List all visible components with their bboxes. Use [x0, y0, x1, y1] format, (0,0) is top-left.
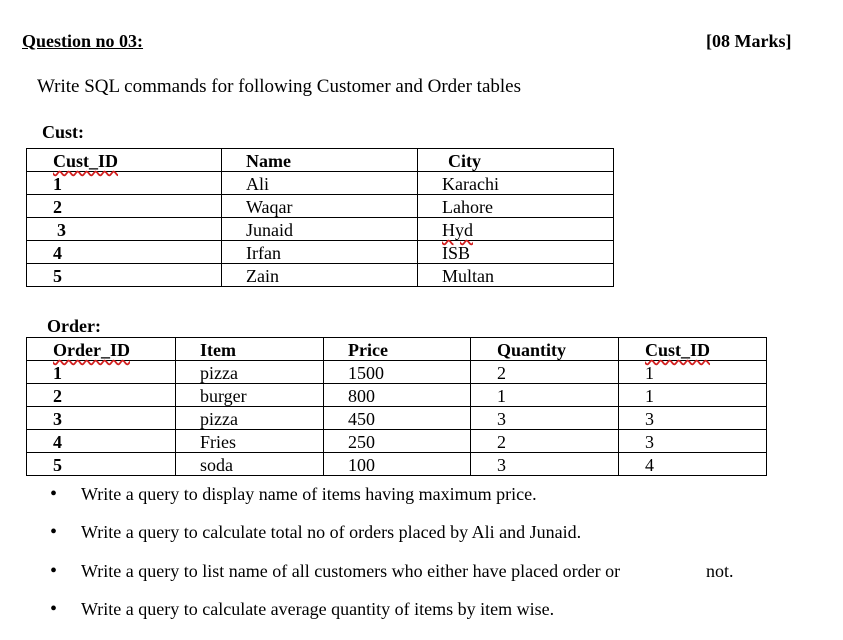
cell: 3: [619, 430, 767, 453]
cell: Lahore: [418, 195, 614, 218]
order-header-cell: Order_ID: [27, 338, 176, 361]
marks-label: [08 Marks]: [706, 31, 792, 51]
cust-header-row: [27, 149, 614, 172]
intro-text: Write SQL commands for following Customer and Order tables: [37, 76, 521, 97]
cell: burger: [176, 384, 324, 407]
table-row: [27, 407, 767, 430]
cell: Fries: [176, 430, 324, 453]
table-row: [27, 172, 614, 195]
cell: 800: [324, 384, 471, 407]
cust-header-cell: City: [418, 149, 614, 172]
cell: 1: [27, 172, 222, 195]
cell: Hyd: [418, 218, 614, 241]
cust-header-cell: Name: [222, 149, 418, 172]
table-row: [27, 453, 767, 476]
table-row: [27, 361, 767, 384]
cell: 3: [471, 453, 619, 476]
bullet-icon: •: [50, 598, 58, 620]
cell: 450: [324, 407, 471, 430]
cell: ISB: [418, 241, 614, 264]
cell: pizza: [176, 407, 324, 430]
cell: 1: [471, 384, 619, 407]
order-header-row: [27, 338, 767, 361]
cell: 100: [324, 453, 471, 476]
table-row: [27, 264, 614, 287]
task-tail: not.: [706, 561, 734, 581]
cell: 5: [27, 453, 176, 476]
bullet-icon: •: [50, 521, 58, 543]
order-header-cell: Cust_ID: [619, 338, 767, 361]
table-row: [27, 241, 614, 264]
cell: Junaid: [222, 218, 418, 241]
cust-label: Cust:: [42, 122, 85, 142]
cell: 3: [27, 218, 222, 241]
cell: 1: [619, 361, 767, 384]
cell: 1: [619, 384, 767, 407]
cell: 5: [27, 264, 222, 287]
cell: soda: [176, 453, 324, 476]
order-header-cell: Item: [176, 338, 324, 361]
cell: Karachi: [418, 172, 614, 195]
table-row: [27, 195, 614, 218]
cell: 2: [27, 195, 222, 218]
cell: pizza: [176, 361, 324, 384]
cell: Zain: [222, 264, 418, 287]
cell: Waqar: [222, 195, 418, 218]
order-label: Order:: [47, 316, 101, 336]
order-table: [26, 337, 767, 476]
order-header-cell: Price: [324, 338, 471, 361]
table-row: [27, 218, 614, 241]
cell: 4: [27, 430, 176, 453]
cell: 4: [619, 453, 767, 476]
cell: 4: [27, 241, 222, 264]
table-row: [27, 430, 767, 453]
order-header-cell: Quantity: [471, 338, 619, 361]
cell: 3: [619, 407, 767, 430]
cell: 250: [324, 430, 471, 453]
table-row: [27, 384, 767, 407]
cell: 2: [471, 430, 619, 453]
bullet-icon: •: [50, 483, 58, 505]
cust-header-cell: Cust_ID: [27, 149, 222, 172]
cell: 1: [27, 361, 176, 384]
cell: 3: [27, 407, 176, 430]
bullet-icon: •: [50, 560, 58, 582]
cell: 2: [471, 361, 619, 384]
cell: Ali: [222, 172, 418, 195]
cell: 1500: [324, 361, 471, 384]
question-title: Question no 03:: [22, 31, 144, 51]
cell: Multan: [418, 264, 614, 287]
cust-table: [26, 148, 614, 287]
cell: 2: [27, 384, 176, 407]
cell: 3: [471, 407, 619, 430]
cell: Irfan: [222, 241, 418, 264]
